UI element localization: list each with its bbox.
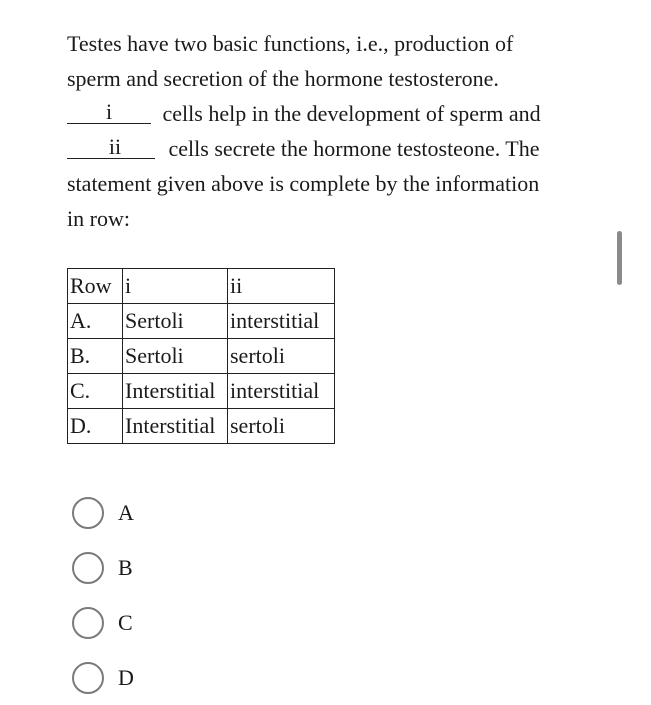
choice-a[interactable] xyxy=(72,485,134,540)
choice-c[interactable] xyxy=(72,595,134,650)
question-line-3-text: cells help in the development of sperm and xyxy=(162,101,541,126)
blank-ii-label: ii xyxy=(108,134,122,159)
table-cell-ii: sertoli xyxy=(228,409,335,444)
table-cell-i: Interstitial xyxy=(123,409,228,444)
radio-button-a[interactable] xyxy=(72,497,104,529)
table-row xyxy=(68,374,335,409)
question-text xyxy=(67,26,627,236)
table-row xyxy=(68,339,335,374)
radio-button-b[interactable] xyxy=(72,552,104,584)
choice-d[interactable] xyxy=(72,650,134,705)
table-cell-ii: interstitial xyxy=(228,374,335,409)
choice-a-label[interactable]: A xyxy=(118,499,134,525)
table-cell-i: Sertoli xyxy=(123,304,228,339)
table-header-row xyxy=(68,269,335,304)
question-line-1: Testes have two basic functions, i.e., production of xyxy=(67,31,514,56)
radio-button-c[interactable] xyxy=(72,607,104,639)
question-line-5: statement given above is complete by the information xyxy=(67,171,540,196)
options-table xyxy=(67,268,335,444)
table-row xyxy=(68,304,335,339)
blank-i-label: i xyxy=(105,99,113,124)
choice-c-label[interactable]: C xyxy=(118,609,133,635)
table-header-i: i xyxy=(123,269,228,304)
answer-choices xyxy=(72,485,134,705)
blank-i xyxy=(67,101,151,124)
blank-ii xyxy=(67,136,155,159)
scrollbar-thumb[interactable] xyxy=(617,231,622,285)
question-line-4 xyxy=(67,131,627,166)
question-line-3 xyxy=(67,96,627,131)
choice-b-label[interactable]: B xyxy=(118,554,133,580)
table-cell-row: A. xyxy=(68,304,123,339)
table-cell-ii: sertoli xyxy=(228,339,335,374)
table-header-ii: ii xyxy=(228,269,335,304)
table-row xyxy=(68,409,335,444)
choice-b[interactable] xyxy=(72,540,134,595)
table-cell-row: C. xyxy=(68,374,123,409)
table-header-row-label: Row xyxy=(68,269,123,304)
question-line-4-text: cells secrete the hormone testosteone. The xyxy=(168,136,540,161)
question-line-2: sperm and secretion of the hormone testosterone. xyxy=(67,66,499,91)
choice-d-label[interactable]: D xyxy=(118,664,134,690)
table-cell-i: Interstitial xyxy=(123,374,228,409)
table-cell-i: Sertoli xyxy=(123,339,228,374)
question-line-6: in row: xyxy=(67,206,130,231)
table-cell-row: D. xyxy=(68,409,123,444)
radio-button-d[interactable] xyxy=(72,662,104,694)
table-cell-ii: interstitial xyxy=(228,304,335,339)
table-cell-row: B. xyxy=(68,339,123,374)
